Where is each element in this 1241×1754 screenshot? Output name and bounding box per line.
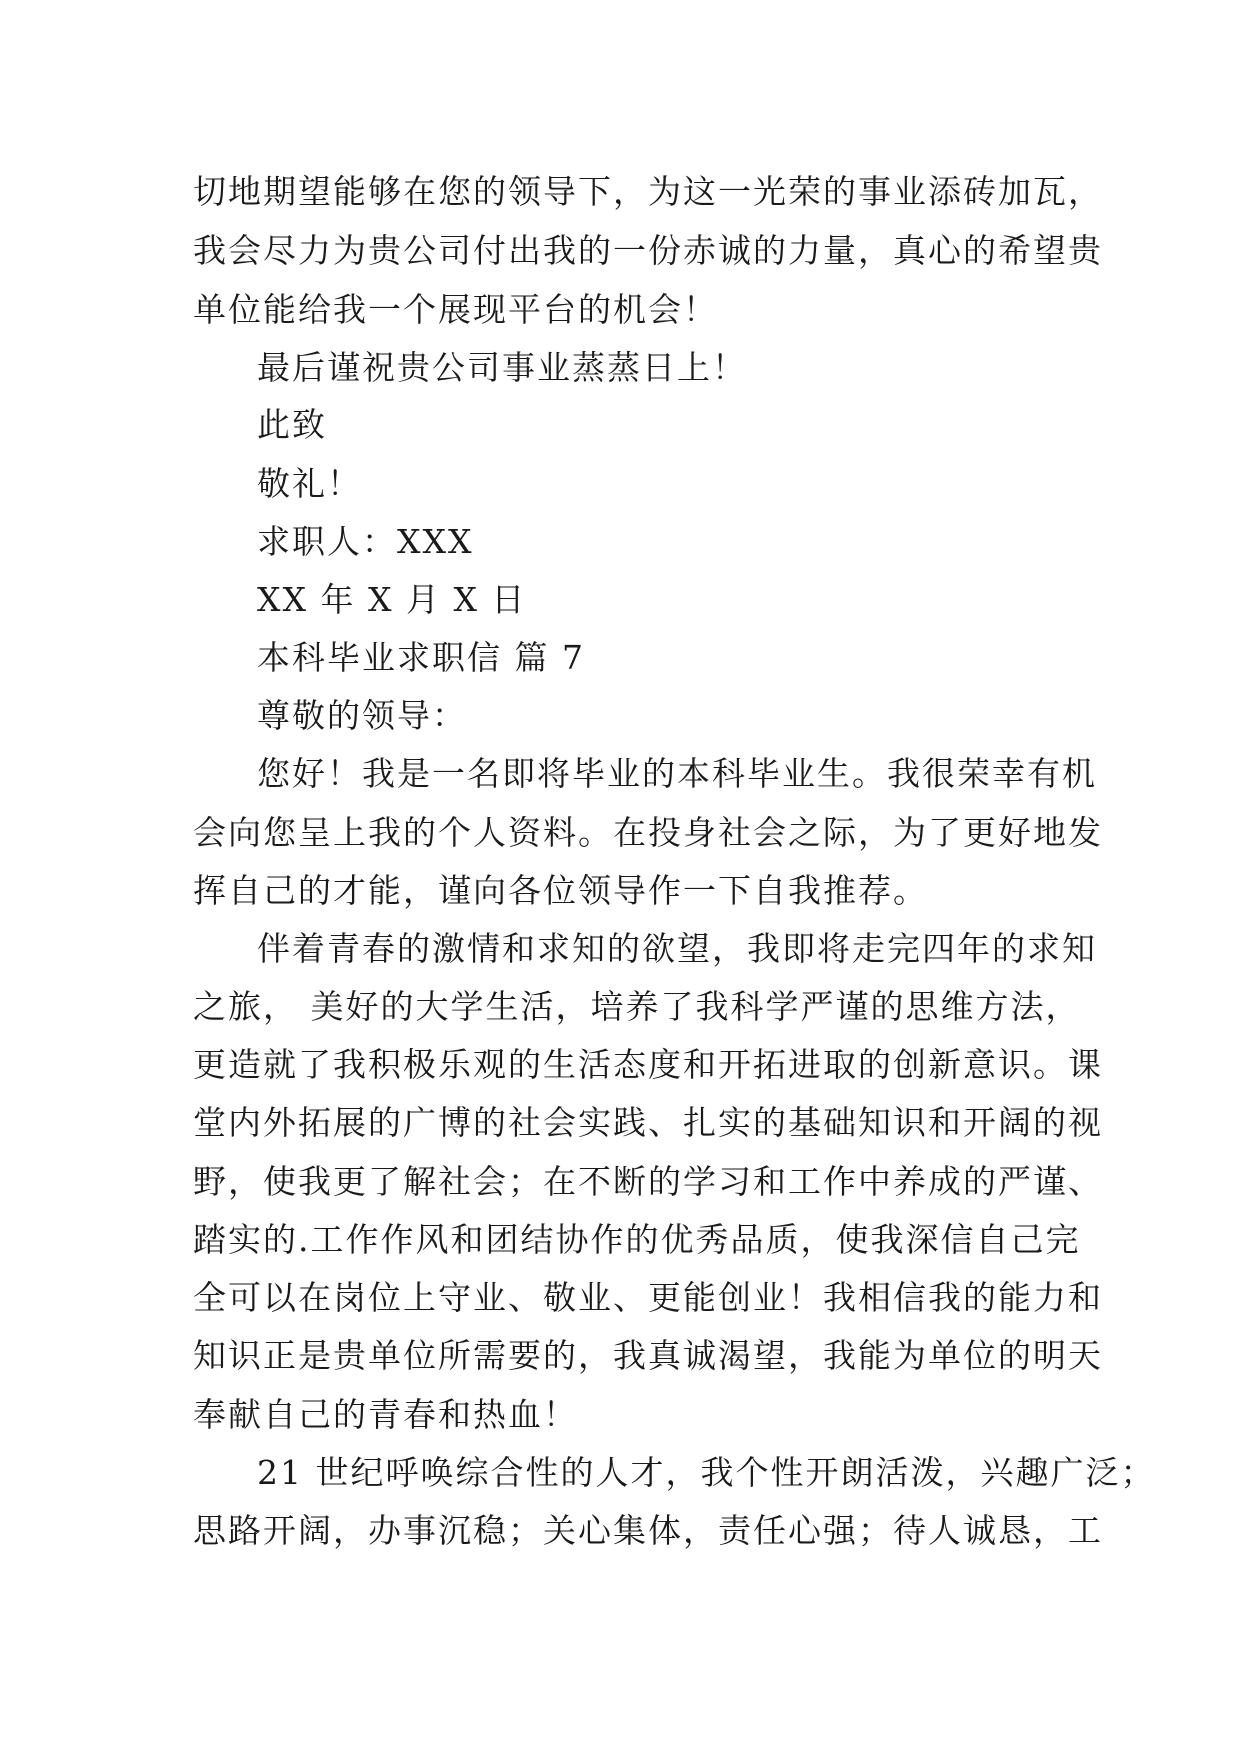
text-line: 堂内外拓展的广博的社会实践、扎实的基础知识和开阔的视: [193, 1103, 1103, 1142]
text-line: 伴着青春的激情和求知的欲望，我即将走完四年的求知: [257, 929, 1097, 968]
text-line: 最后谨祝贵公司事业蒸蒸日上！: [257, 348, 747, 387]
text-line: 挥自己的才能，谨向各位领导作一下自我推荐。: [193, 871, 928, 910]
section-heading: 本科毕业求职信 篇 7: [257, 638, 585, 677]
text-line: 切地期望能够在您的领导下，为这一光荣的事业添砖加瓦，: [193, 172, 1103, 211]
text-line: 您好！我是一名即将毕业的本科毕业生。我很荣幸有机: [257, 754, 1097, 793]
text-line: 单位能给我一个展现平台的机会！: [193, 290, 718, 329]
text-line: 之旅， 美好的大学生活，培养了我科学严谨的思维方法，: [193, 987, 1081, 1026]
text-line: 踏实的.工作作风和团结协作的优秀品质，使我深信自己完: [193, 1220, 1081, 1259]
text-line: 我会尽力为贵公司付出我的一份赤诚的力量，真心的希望贵: [193, 231, 1103, 270]
text-line: 会向您呈上我的个人资料。在投身社会之际，为了更好地发: [193, 813, 1103, 852]
text-line: 野，使我更了解社会；在不断的学习和工作中养成的严谨、: [193, 1162, 1103, 1201]
text-line: 敬礼！: [257, 464, 362, 503]
text-line: 此致: [257, 405, 327, 444]
text-line: 全可以在岗位上守业、敬业、更能创业！我相信我的能力和: [193, 1278, 1103, 1317]
text-line: 21 世纪呼唤综合性的人才，我个性开朗活泼，兴趣广泛；: [257, 1453, 1156, 1492]
salutation: 尊敬的领导：: [257, 696, 467, 735]
text-line: 求职人：XXX: [257, 522, 474, 561]
text-line: XX 年 X 月 X 日: [257, 580, 527, 619]
text-line: 奉献自己的青春和热血！: [193, 1395, 578, 1434]
text-line: 更造就了我积极乐观的生活态度和开拓进取的创新意识。课: [193, 1045, 1103, 1084]
text-line: 知识正是贵单位所需要的，我真诚渴望，我能为单位的明天: [193, 1336, 1103, 1375]
text-line: 思路开阔，办事沉稳；关心集体，责任心强；待人诚恳，工: [193, 1511, 1103, 1550]
